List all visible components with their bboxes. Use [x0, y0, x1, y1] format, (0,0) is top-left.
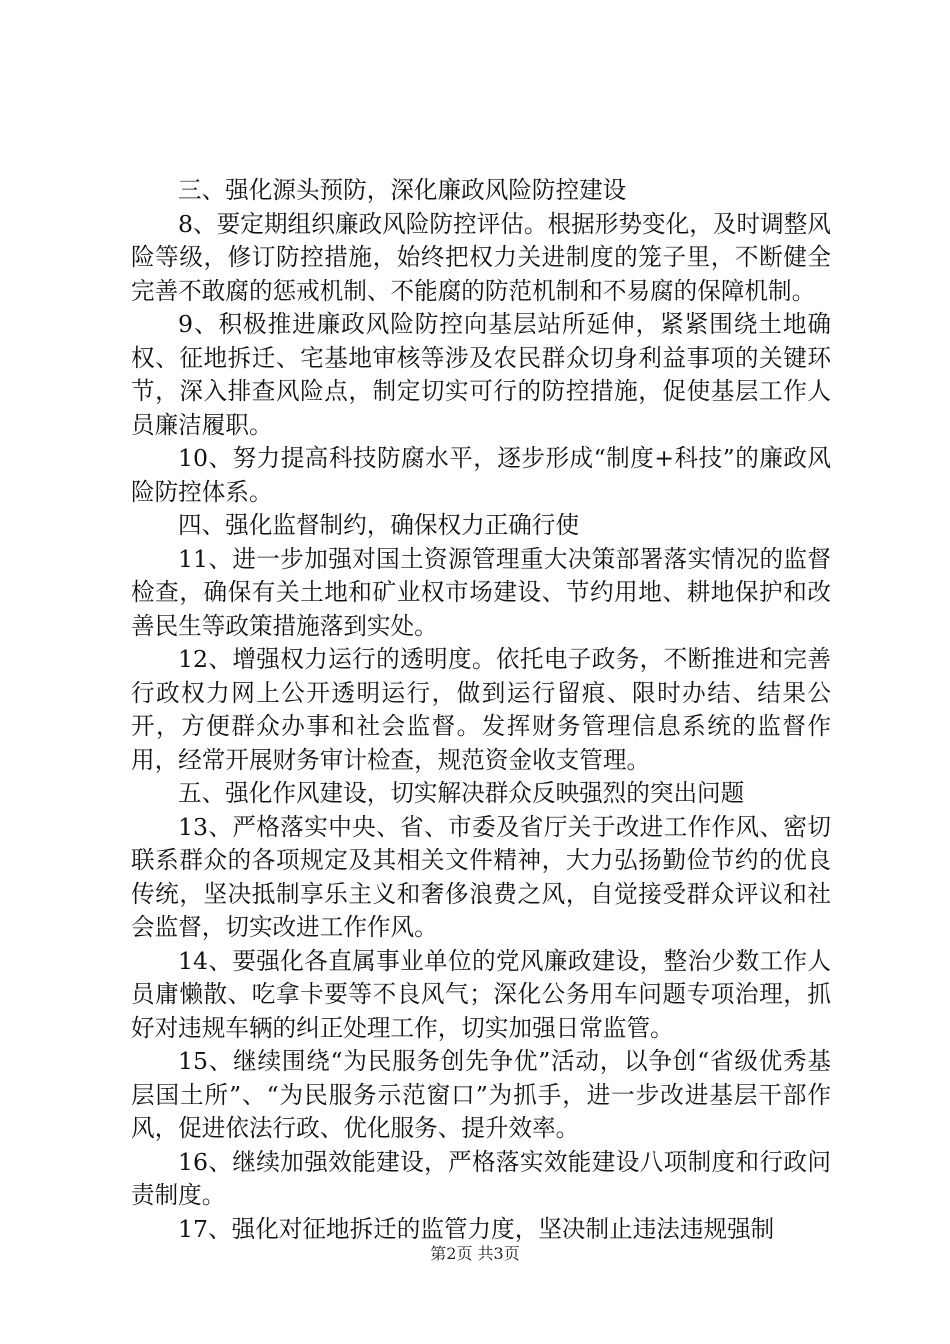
- paragraph-item-9: 9、积极推进廉政风险防控向基层站所延伸，紧紧围绕土地确权、征地拆迁、宅基地审核等涉及农民群众切身利益事项的关键环节，深入排查风险点，制定切实可行的防控措施，促使基层工作人员廉洁履职。: [131, 310, 831, 439]
- paragraph-item-10: 10、努力提高科技防腐水平，逐步形成“制度+科技”的廉政风险防控体系。: [131, 444, 831, 506]
- paragraph-item-17: 17、强化对征地拆迁的监管力度，坚决制止违法违规强制: [178, 1214, 775, 1243]
- page-number-text: 第2页 共3页: [430, 1244, 520, 1263]
- paragraph-item-13: 13、严格落实中央、省、市委及省厅关于改进工作作风、密切联系群众的各项规定及其相关文件精神，大力弘扬勤俭节约的优良传统，坚决抵制享乐主义和奢侈浪费之风，自觉接受群众评议和社会监督，切实改进工作作风。: [131, 812, 831, 941]
- paragraph-item-8: 8、要定期组织廉政风险防控评估。根据形势变化，及时调整风险等级，修订防控措施，始终把权力关进制度的笼子里，不断健全完善不敢腐的惩戒机制、不能腐的防范机制和不易腐的保障机制。: [131, 209, 831, 305]
- paragraph-item-14: 14、要强化各直属事业单位的党风廉政建设，整治少数工作人员庸懒散、吃拿卡要等不良风气；深化公务用车问题专项治理，抓好对违规车辆的纠正处理工作，切实加强日常监管。: [131, 946, 831, 1042]
- section-heading-3: 三、强化源头预防，深化廉政风险防控建设: [178, 176, 627, 204]
- paragraph-item-15: 15、继续围绕“为民服务创先争优”活动，以争创“省级优秀基层国土所”、“为民服务示范窗口”为抓手，进一步改进基层干部作风，促进依法行政、优化服务、提升效率。: [131, 1047, 831, 1142]
- paragraph-item-16: 16、继续加强效能建设，严格落实效能建设八项制度和行政问责制度。: [131, 1147, 831, 1209]
- document-body: [131, 174, 831, 1246]
- section-heading-5: 五、强化作风建设，切实解决群众反映强烈的突出问题: [178, 779, 745, 807]
- section-heading-4: 四、强化监督制约，确保权力正确行使: [178, 511, 580, 539]
- paragraph-item-12: 12、增强权力运行的透明度。依托电子政务，不断推进和完善行政权力网上公开透明运行，做到运行留痕、限时办结、结果公开，方便群众办事和社会监督。发挥财务管理信息系统的监督作用，经常开展财务审计检查，规范资金收支管理。: [131, 645, 831, 774]
- paragraph-item-11: 11、进一步加强对国土资源管理重大决策部署落实情况的监督检查，确保有关土地和矿业权市场建设、节约用地、耕地保护和改善民生等政策措施落到实处。: [131, 544, 831, 640]
- page-footer: [0, 1244, 950, 1264]
